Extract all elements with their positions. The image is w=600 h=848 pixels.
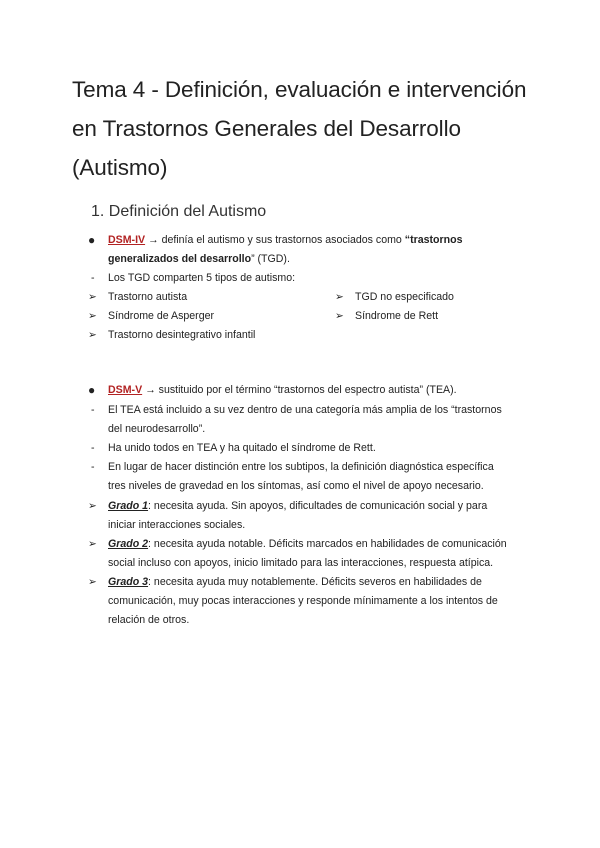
bullet-marker: ● (88, 233, 96, 247)
dsm4-bold: “trastornos (404, 234, 463, 246)
dsm5-line (108, 381, 457, 400)
dsm4-bold-2: generalizados del desarrollo (108, 253, 252, 265)
dsm4-label: DSM-IV (108, 234, 146, 246)
grade-text: : necesita ayuda notable. Déficits marcados en habilidades de comunicación (148, 538, 507, 550)
arrow-marker: ➢ (335, 291, 344, 303)
dash-line: del neurodesarrollo”. (108, 423, 206, 435)
arrow-marker: ➢ (335, 310, 344, 322)
dash-marker: - (91, 442, 95, 454)
grade-text: : necesita ayuda. Sin apoyos, dificultades de comunicación social y para (148, 500, 488, 512)
arrow-marker: ➢ (88, 310, 97, 322)
grade-text: : necesita ayuda muy notablemente. Déficits severos en habilidades de (148, 576, 482, 588)
type-item: Síndrome de Rett (355, 310, 439, 322)
type-item: Trastorno desintegrativo infantil (108, 329, 256, 341)
arrow: → (145, 384, 156, 396)
grade-label: Grado 3 (108, 576, 149, 588)
arrow: → (148, 234, 159, 246)
dsm5-label: DSM-V (108, 384, 143, 396)
dash-line: tres niveles de gravedad en los síntomas, así como el nivel de apoyo necesario. (108, 480, 484, 492)
dash-line: En lugar de hacer distinción entre los subtipos, la definición diagnóstica específica (108, 461, 494, 473)
dsm4-text-b: ” (TGD). (251, 253, 290, 265)
dsm4-line (108, 231, 462, 250)
dsm5-text: sustituido por el término “trastornos del espectro autista” (TEA). (158, 384, 457, 396)
dash-line: El TEA está incluido a su vez dentro de una categoría más amplia de los “trastornos (108, 404, 502, 416)
tgd-intro: Los TGD comparten 5 tipos de autismo: (108, 272, 296, 284)
arrow-marker: ➢ (88, 538, 97, 550)
arrow-marker: ➢ (88, 329, 97, 341)
arrow-marker: ➢ (88, 500, 97, 512)
dash-marker: - (91, 404, 95, 416)
bullet-marker: ● (88, 383, 96, 397)
dsm4-text: definía el autismo y sus trastornos asociados como (161, 234, 402, 246)
document-title: Tema 4 - Definición, evaluación e intervención en Trastornos Generales del Desarrollo (Autismo) (72, 77, 527, 180)
section-heading: 1. Definición del Autismo (91, 203, 267, 220)
type-item: Trastorno autista (108, 291, 188, 303)
dsm4-line-2 (108, 250, 290, 269)
dash-marker: - (91, 461, 95, 473)
grade-label: Grado 2 (108, 538, 149, 550)
type-item: TGD no especificado (355, 291, 454, 303)
grade-line (108, 497, 487, 516)
grade-label: Grado 1 (108, 500, 149, 512)
grade-line (108, 573, 482, 592)
arrow-marker: ➢ (88, 291, 97, 303)
type-item: Síndrome de Asperger (108, 310, 214, 322)
grade-line: comunicación, muy pocas interacciones y responde mínimamente a los intentos de (108, 595, 498, 607)
dash-marker: - (91, 272, 95, 284)
grade-line (108, 535, 507, 554)
grade-line: iniciar interacciones sociales. (108, 519, 246, 531)
grade-line: social incluso con apoyos, inicio limitado para las interacciones, respuesta atípica. (108, 557, 494, 569)
grade-line: relación de otros. (108, 614, 190, 626)
dash-line: Ha unido todos en TEA y ha quitado el síndrome de Rett. (108, 442, 376, 454)
arrow-marker: ➢ (88, 576, 97, 588)
